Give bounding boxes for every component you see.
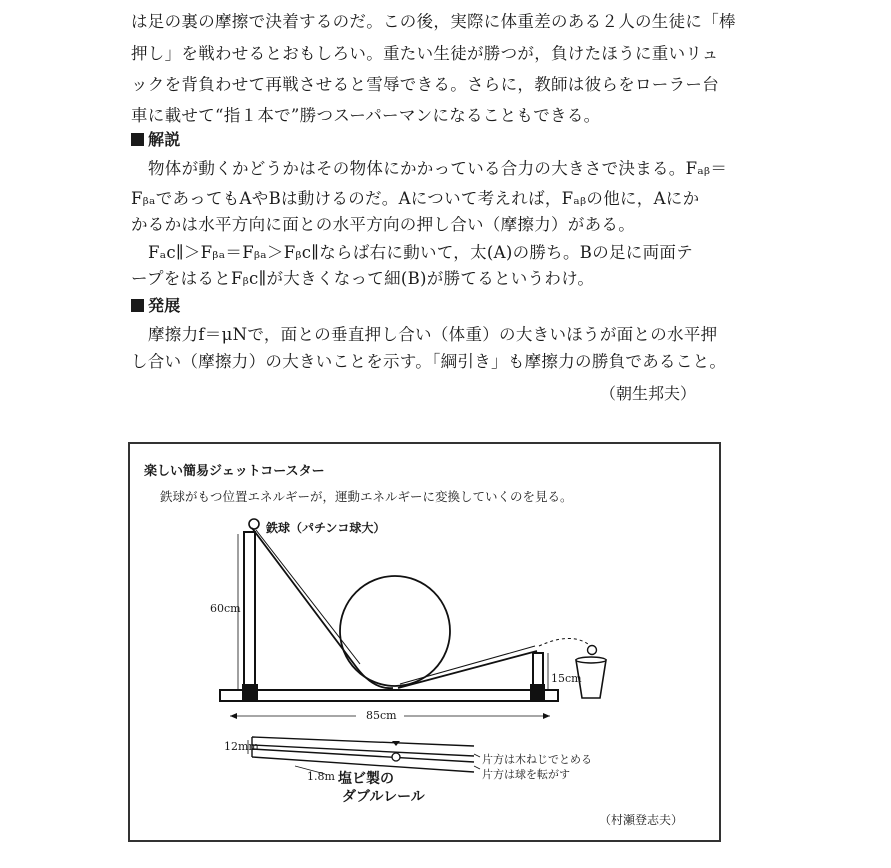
roller-coaster-diagram [130, 444, 719, 840]
arrow-head-icon [543, 713, 550, 719]
body-line: 物体が動くかどうかはその物体にかかっている合力の大きさで決まる。Fₐᵦ＝ [148, 159, 728, 178]
rail-label-1: 塩ビ製の [338, 771, 394, 787]
post-foot [242, 684, 258, 700]
author-credit: （朝生邦夫） [599, 384, 696, 403]
section-heading-hatten [131, 296, 181, 316]
tall-post [244, 532, 255, 690]
heading-text: 解説 [148, 130, 181, 149]
ball-label: 鉄球（パチンコ球大） [266, 521, 386, 535]
section-heading-kaisetsu [131, 130, 181, 150]
height-60-label: 60cm [210, 602, 241, 615]
rail-line [252, 737, 474, 746]
flying-ball [588, 646, 597, 655]
arrow-head-icon [230, 713, 237, 719]
track-loop [340, 576, 450, 686]
body-line: かるかは水平方向に面との水平方向の押し合い（摩擦力）がある。 [131, 215, 635, 234]
body-line: は足の裏の摩擦で決着するのだ。この後，実際に体重差のある２人の生徒に「棒 [131, 12, 736, 31]
track-ramp [256, 530, 360, 664]
body-line: 車に載せて“指１本で”勝つスーパーマンになることもできる。 [131, 106, 601, 125]
height-15-label: 15cm [551, 672, 582, 685]
square-bullet-icon [131, 299, 144, 312]
body-line: 摩擦力f＝μNで，面との垂直押し合い（体重）の大きいほうが面との水平押 [148, 325, 718, 344]
rail-label-2: ダブルレール [342, 789, 425, 805]
length-18-label: 1.8m [307, 770, 335, 783]
rail-note-1: 片方は木ねじでとめる [482, 753, 592, 766]
square-bullet-icon [131, 133, 144, 146]
steel-ball [249, 519, 259, 529]
cup-rim [576, 657, 606, 663]
gap-12-label: 12mm [224, 740, 259, 753]
leader-line [474, 754, 480, 757]
body-line: ープをはるとFᵦc∥が大きくなって細(B)が勝てるというわけ。 [131, 269, 595, 288]
body-line: 押し」を戦わせるとおもしろい。重たい生徒が勝つが，負けたほうに重いリュ [131, 44, 719, 63]
trajectory-line [539, 638, 588, 646]
rail-ball [392, 753, 400, 761]
body-line: し合い（摩擦力）の大きいことを示す。「綱引き」も摩擦力の勝負であること。 [131, 352, 727, 371]
body-line: Fₐc∥＞Fᵦₐ＝Fᵦₐ＞Fᵦc∥ならば右に動いて，太(A)の勝ち。Bの足に両面テ [148, 243, 694, 262]
figure-box [128, 442, 721, 842]
body-line: ックを背負わせて再戦させると雪辱できる。さらに，教師は彼らをローラー台 [131, 75, 719, 94]
figure-title: 楽しい簡易ジェットコースター [144, 464, 325, 479]
figure-subtitle: 鉄球がもつ位置エネルギーが，運動エネルギーに変換していくのを見る。 [160, 489, 573, 504]
leader-line [474, 766, 480, 769]
base-board [220, 690, 558, 701]
post-foot [530, 684, 545, 700]
body-line: FᵦₐであってもAやBは動けるのだ。Aについて考えれば，Fₐᵦの他に，Aにか [131, 189, 700, 208]
track-exit [398, 651, 537, 688]
rail-note-2: 片方は球を転がす [482, 768, 570, 781]
heading-text: 発展 [148, 296, 181, 315]
track-exit [400, 646, 535, 684]
length-85-label: 85cm [366, 709, 397, 722]
figure-author: （村瀬登志夫） [598, 813, 683, 827]
